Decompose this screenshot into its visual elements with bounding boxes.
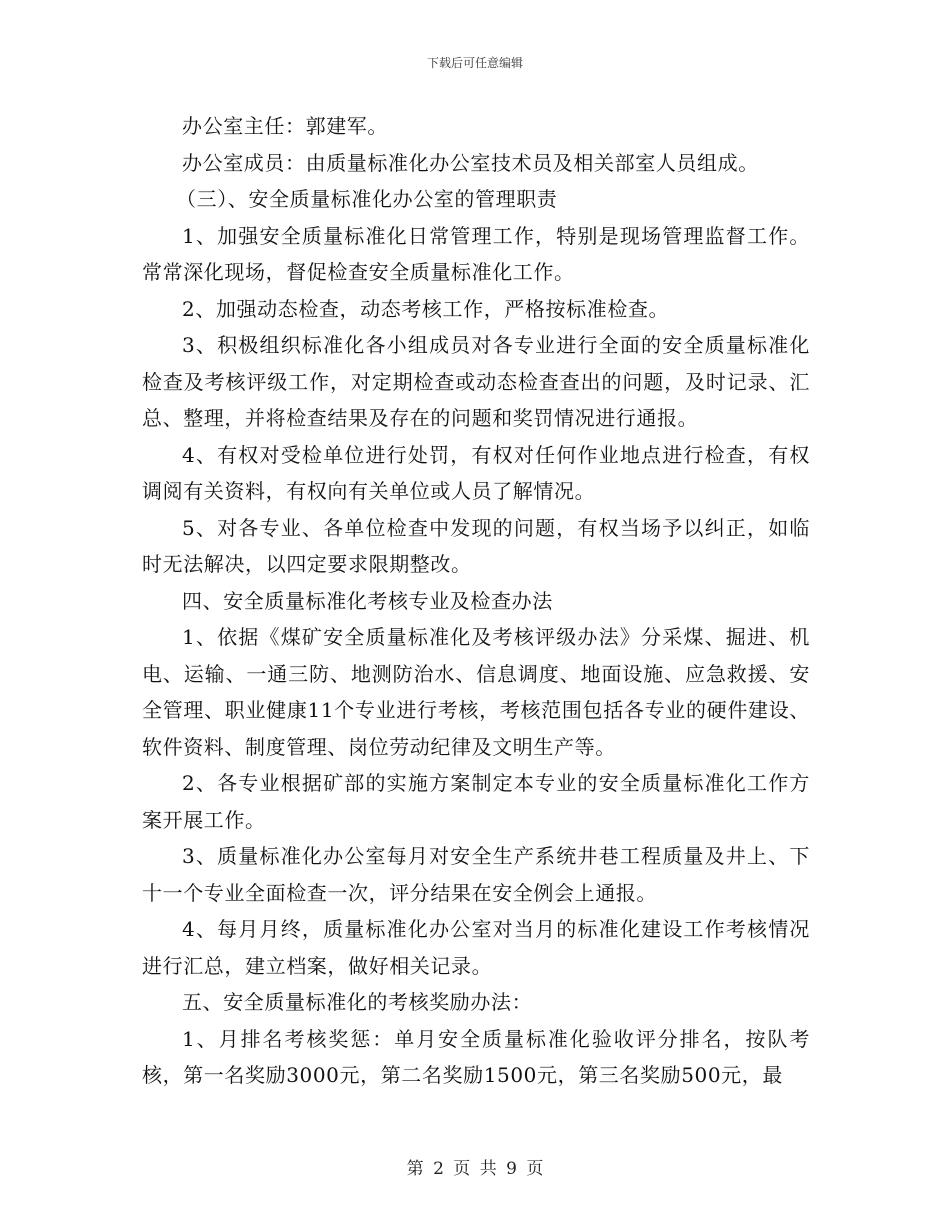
paragraph-duty-3: 3、积极组织标准化各小组成员对各专业进行全面的安全质量标准化检查及考核评级工作，对定期检查或动态检查查出的问题，及时记录、汇总、整理，并将检查结果及存在的问题和奖罚情况进行通报。 bbox=[142, 333, 810, 430]
page-header: 下载后可任意编辑 bbox=[426, 56, 523, 70]
page-footer: 第 2 页 共 9 页 bbox=[406, 1159, 544, 1179]
section-heading-3: （三）、安全质量标准化办公室的管理职责 bbox=[176, 187, 558, 211]
section-heading-4: 四、安全质量标准化考核专业及检查办法 bbox=[182, 588, 553, 613]
paragraph-office-director: 办公室主任：郭建军。 bbox=[182, 114, 388, 138]
paragraph-method-4: 4、每月月终，质量标准化办公室对当月的标准化建设工作考核情况进行汇总，建立档案，做好相关记录。 bbox=[142, 917, 810, 978]
document-body bbox=[142, 108, 810, 1094]
paragraph-duty-5: 5、对各专业、各单位检查中发现的问题，有权当场予以纠正，如临时无法解决，以四定要求限期整改。 bbox=[142, 515, 810, 576]
paragraph-method-3: 3、质量标准化办公室每月对安全生产系统井巷工程质量及井上、下十一个专业全面检查一次，评分结果在安全例会上通报。 bbox=[142, 844, 810, 905]
paragraph-duty-4: 4、有权对受检单位进行处罚，有权对任何作业地点进行检查，有权调阅有关资料，有权向有关单位或人员了解情况。 bbox=[142, 442, 810, 503]
paragraph-method-1: 1、依据《煤矿安全质量标准化及考核评级办法》分采煤、掘进、机电、运输、一通三防、地测防治水、信息调度、地面设施、应急救援、安全管理、职业健康11个专业进行考核，考核范围包括各专业的硬件建设、软件资料、制度管理、岗位劳动纪律及文明生产等。 bbox=[142, 625, 810, 759]
paragraph-duty-2: 2、加强动态检查，动态考核工作，严格按标准检查。 bbox=[182, 296, 670, 321]
paragraph-reward-1: 1、月排名考核奖惩：单月安全质量标准化验收评分排名，按队考核，第一名奖励3000元，第二名奖励1500元，第三名奖励500元，最 bbox=[142, 1026, 810, 1087]
paragraph-method-2: 2、各专业根据矿部的实施方案制定本专业的安全质量标准化工作方案开展工作。 bbox=[142, 771, 810, 832]
section-heading-5: 五、安全质量标准化的考核奖励办法： bbox=[182, 990, 533, 1014]
paragraph-duty-1: 1、加强安全质量标准化日常管理工作，特别是现场管理监督工作。常常深化现场，督促检查安全质量标准化工作。 bbox=[142, 223, 810, 284]
paragraph-office-members: 办公室成员：由质量标准化办公室技术员及相关部室人员组成。 bbox=[182, 150, 759, 175]
